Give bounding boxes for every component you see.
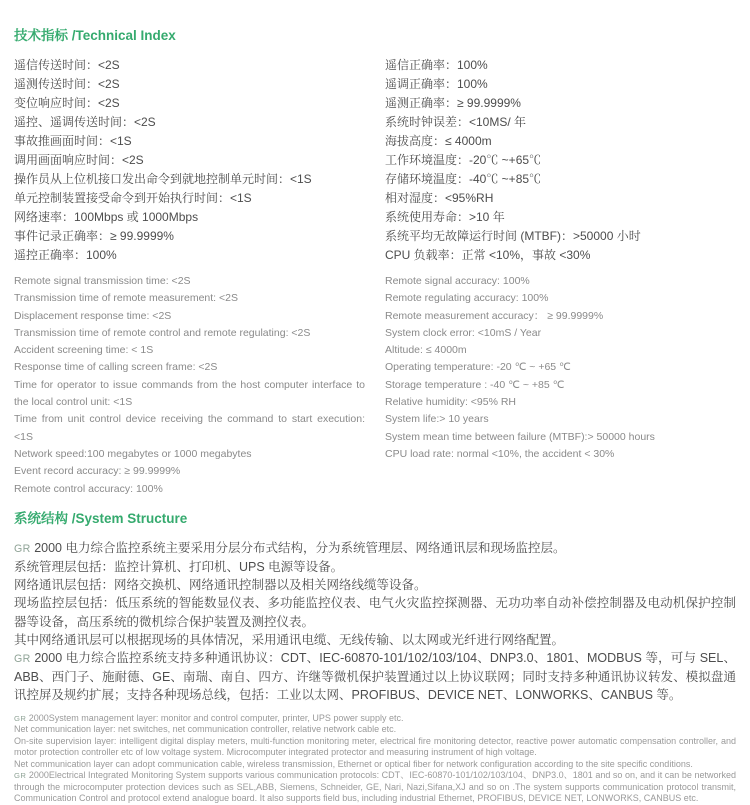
spec-line: CPU load rate: normal <10%, the accident < 30%: [385, 447, 615, 460]
spec-line: 海拔高度：≤ 4000m: [385, 134, 492, 148]
spec-line: 遥信传送时间：<2S: [14, 58, 120, 72]
gr-brand-mark: GR: [14, 771, 27, 781]
spec-line: Remote signal transmission time: <2S: [14, 275, 191, 287]
paragraph: GR 2000Electrical Integrated Monitoring System supports various communication protocols: CDT、IEC-60870-101/102/103/104、DNP3.0、1801 and so on, and it can be networked through the microcomputer protection devices such as SEL,ABB, Siemens, Schneider, GE, Nari, Nazi,Sifana,XJ and so on .The system supports communication protocol transmit, Communication Control and protocol extend analogue board. It also supports field bus, including industrial Ethernet, PROFIBUS, DEVICE NET, LONWORKS, CANBUS etc.: [14, 770, 736, 804]
technical-index-title: 技术指标 /Technical Index: [14, 28, 176, 43]
paragraph: GR 2000 电力综合监控系统支持多种通讯协议：CDT、IEC-60870-101/102/103/104、DNP3.0、1801、MODBUS 等，可与 SEL、ABB、西门子、施耐德、GE、南瑞、南自、四方、许继等微机保护装置通过以上协议联网；同时支持多种通讯协议转发、模拟盘通讯控屏及规约扩展；支持各种现场总线，包括：工业以太网、PROFIBUS、DEVICE NET、LONWORKS、CANBUS 等。: [14, 651, 736, 703]
paragraph: 系统管理层包括：监控计算机、打印机、UPS 电源等设备。: [14, 560, 344, 575]
spec-line: Response time of calling screen frame: <2S: [14, 361, 218, 374]
paragraph: Net communication layer: net switches, net communication controller, relative network cable etc.: [14, 724, 397, 735]
technical-index-section: [14, 27, 736, 498]
spec-line: 遥测正确率：≥ 99.9999%: [385, 96, 521, 110]
spec-grid: [14, 56, 736, 498]
spec-line: 存储环境温度：-40℃ ~+85℃: [385, 172, 542, 186]
paragraph: On-site supervision layer: intelligent digital display meters, multi-function monitoring meter, electrical fire monitoring detector, reactive power automatic compensation controller, and motor protection controller etc of low voltage system. Microcomputer integrated protector and measuring instrument of high voltage.: [14, 735, 736, 758]
spec-line: Remote signal accuracy: 100%: [385, 275, 530, 287]
system-structure-section: [14, 510, 736, 805]
spec-line: 遥控、遥调传送时间：<2S: [14, 115, 156, 129]
spec-line: 遥信正确率：100%: [385, 58, 488, 72]
spec-line: Relative humidity: <95% RH: [385, 396, 517, 409]
spec-line: Network speed:100 megabytes or 1000 megabytes: [14, 447, 252, 460]
zh-paragraphs: [14, 539, 736, 705]
spec-column-right: [385, 56, 736, 498]
spec-line: 系统使用寿命：>10 年: [385, 210, 505, 224]
gr-brand-mark: GR: [14, 713, 27, 723]
spec-line: 遥调正确率：100%: [385, 77, 488, 91]
spec-line: Operating temperature: -20 ℃ ~ +65 ℃: [385, 361, 571, 374]
spec-line: Altitude: ≤ 4000m: [385, 344, 467, 357]
paragraph: GR 2000System management layer: monitor and control computer, printer, UPS power supply etc.: [14, 712, 404, 723]
spec-line: 事件记录正确率：≥ 99.9999%: [14, 229, 174, 243]
spec-line: Time for operator to issue commands from the host computer interface to the local control unit: <1S: [14, 378, 365, 409]
spec-line: Remote regulating accuracy: 100%: [385, 292, 549, 305]
spec-line: 单元控制装置接受命令到开始执行时间：<1S: [14, 191, 252, 205]
spec-line: Storage temperature : -40 ℃ ~ +85 ℃: [385, 378, 565, 391]
spec-line: 网络速率：100Mbps 或 1000Mbps: [14, 210, 199, 224]
en-specs-right: [385, 273, 736, 463]
spec-line: 调用画面响应时间：<2S: [14, 153, 144, 167]
paragraph: 网络通讯层包括：网络交换机、网络通讯控制器以及相关网络线缆等设备。: [14, 578, 427, 593]
en-specs-left: [14, 273, 365, 498]
spec-line: System life:> 10 years: [385, 413, 489, 426]
spec-line: Remote measurement accuracy： ≥ 99.9999%: [385, 309, 604, 322]
gr-brand-mark: GR: [14, 542, 31, 555]
spec-column-left: [14, 56, 365, 498]
spec-line: System clock error: <10mS / Year: [385, 326, 542, 339]
paragraph: 其中网络通讯层可以根据现场的具体情况，采用通讯电缆、无线传输、以太网或光纤进行网络配置。: [14, 632, 565, 647]
spec-line: 工作环境温度：-20℃ ~+65℃: [385, 153, 542, 167]
spec-line: Event record accuracy: ≥ 99.9999%: [14, 465, 181, 478]
spec-line: 系统时钟误差：<10MS/ 年: [385, 115, 527, 129]
spec-line: 操作员从上位机接口发出命令到就地控制单元时间：<1S: [14, 172, 312, 186]
spec-line: 事故推画面时间：<1S: [14, 134, 132, 148]
spec-line: 相对湿度：<95%RH: [385, 191, 494, 205]
zh-specs-left: [14, 56, 365, 265]
paragraph: GR 2000 电力综合监控系统主要采用分层分布式结构，分为系统管理层、网络通讯层和现场监控层。: [14, 540, 566, 555]
spec-line: 遥控正确率：100%: [14, 248, 117, 262]
system-structure-title: 系统结构 /System Structure: [14, 510, 188, 526]
spec-line: 系统平均无故障运行时间 (MTBF)：>50000 小时: [385, 229, 641, 243]
spec-line: CPU 负载率：正常 <10%，事故 <30%: [385, 248, 591, 262]
spec-line: Transmission time of remote measurement: <2S: [14, 292, 238, 305]
spec-line: Displacement response time: <2S: [14, 309, 172, 322]
en-paragraphs: [14, 713, 736, 805]
spec-line: Transmission time of remote control and remote regulating: <2S: [14, 326, 311, 339]
spec-line: System mean time between failure (MTBF):> 50000 hours: [385, 430, 655, 443]
spec-line: Remote control accuracy: 100%: [14, 482, 163, 495]
spec-line: 遥测传送时间：<2S: [14, 77, 120, 91]
gr-brand-mark: GR: [14, 653, 31, 666]
paragraph: Net communication layer can adopt communication cable, wireless transmission, Ethernet or optical fiber for network configuration according to the site specific conditions.: [14, 758, 693, 769]
spec-line: Accident screening time: < 1S: [14, 344, 154, 357]
spec-line: 变位响应时间：<2S: [14, 96, 120, 110]
spec-line: Time from unit control device receiving the command to start execution: <1S: [14, 413, 365, 443]
paragraph: 现场监控层包括：低压系统的智能数显仪表、多功能监控仪表、电气火灾监控探测器、无功功率自动补偿控制器及电动机保护控制器等设备，高压系统的微机综合保护装置及测控仪表。: [14, 596, 736, 629]
zh-specs-right: [385, 56, 736, 265]
